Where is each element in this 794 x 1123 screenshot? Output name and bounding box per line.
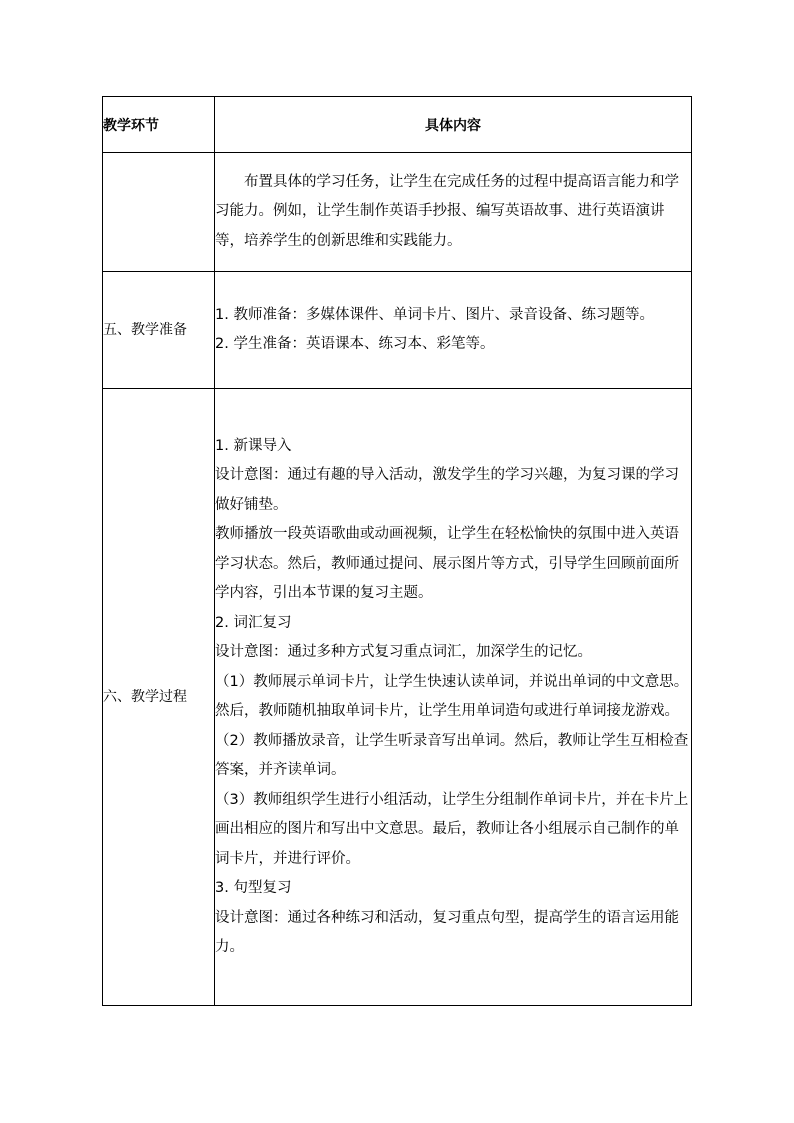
- content-paragraph: 1. 新课导入: [215, 437, 292, 454]
- content-paragraph: 3. 句型复习: [215, 880, 292, 896]
- content-paragraph: （2）教师播放录音，让学生听录音写出单词。然后，教师让学生互相检查答案，并齐读单词。: [215, 732, 689, 778]
- table-row: [103, 272, 692, 389]
- header-specific-content: 具体内容: [215, 97, 692, 153]
- table-header-row: [103, 97, 692, 153]
- lesson-plan-table: [102, 96, 692, 1006]
- content-paragraph: 1. 教师准备：多媒体课件、单词卡片、图片、录音设备、练习题等。: [215, 306, 654, 323]
- stage-cell: [103, 153, 215, 272]
- content-paragraph: 教师播放一段英语歌曲或动画视频，让学生在轻松愉快的氛围中进入英语学习状态。然后，教师通过提问、展示图片等方式，引导学生回顾前面所学内容，引出本节课的复习主题。: [215, 526, 679, 601]
- content-cell: [215, 153, 692, 272]
- header-teaching-stage: 教学环节: [103, 97, 215, 153]
- content-paragraph: 设计意图：通过有趣的导入活动，激发学生的学习兴趣，为复习课的学习做好铺垫。: [215, 467, 679, 513]
- content-paragraph: 2. 词汇复习: [215, 614, 292, 631]
- content-paragraph: 2. 学生准备：英语课本、练习本、彩笔等。: [215, 336, 495, 352]
- content-paragraph: 设计意图：通过各种练习和活动，复习重点句型，提高学生的语言运用能力。: [215, 909, 679, 955]
- content-cell: [215, 272, 692, 389]
- content-paragraph: （3）教师组织学生进行小组活动，让学生分组制作单词卡片，并在卡片上画出相应的图片和写出中文意思。最后，教师让各小组展示自己制作的单词卡片，并进行评价。: [215, 791, 689, 867]
- content-cell: [215, 389, 692, 1006]
- content-paragraph: 布置具体的学习任务，让学生在完成任务的过程中提高语言能力和学习能力。例如，让学生制作英语手抄报、编写英语故事、进行英语演讲等，培养学生的创新思维和实践能力。: [215, 173, 679, 249]
- stage-cell: 六、教学过程: [103, 389, 215, 1006]
- content-paragraph: 设计意图：通过多种方式复习重点词汇，加深学生的记忆。: [215, 644, 592, 660]
- content-paragraph: （1）教师展示单词卡片，让学生快速认读单词，并说出单词的中文意思。然后，教师随机抽取单词卡片，让学生用单词造句或进行单词接龙游戏。: [215, 673, 689, 719]
- table-row: [103, 389, 692, 1006]
- table-row: [103, 153, 692, 272]
- stage-cell: 五、教学准备: [103, 272, 215, 389]
